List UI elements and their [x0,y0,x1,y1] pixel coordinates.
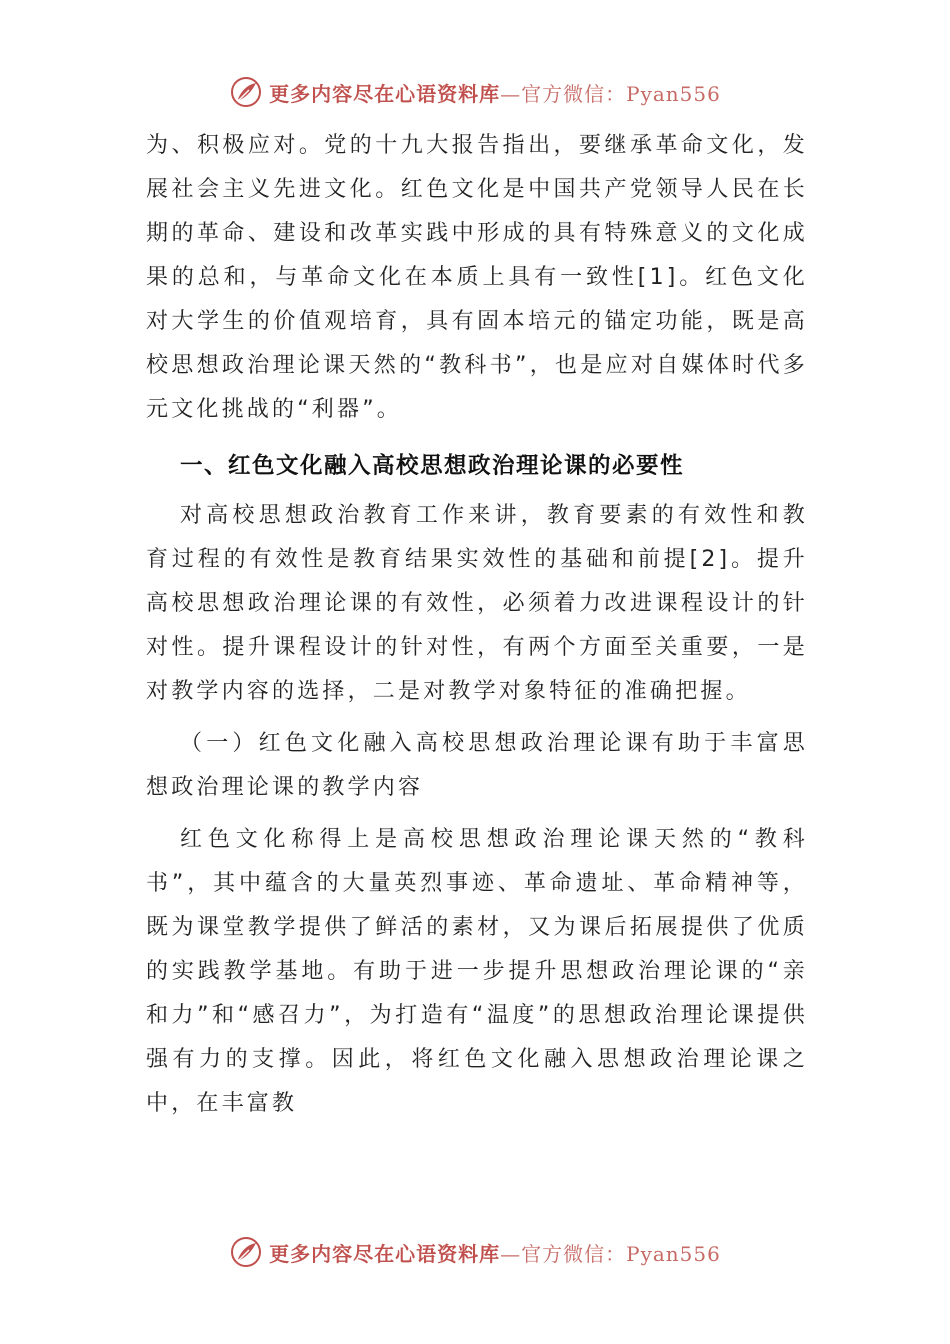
banner-wechat: —官方微信：Pyan556 [500,1241,721,1266]
banner-title: 更多内容尽在心语资料库 [269,81,501,106]
leaf-pen-logo-icon [229,75,263,109]
paragraph-1: 为、积极应对。党的十九大报告指出，要继承革命文化，发 展社会主义先进文化。红色文化是中国共产党领导人民在长期的革命、建设和改革实践中形成的具有特殊意义的文化成果的总和，与革命文化在本质上具有一致性[1]。红色文化对大学生的价值观培育，具有固本培元的锚定功能，既是高校思想政治理论课天然的“教科书”，也是应对自媒体时代多元文化挑战的“利器”。 [146,133,808,422]
document-body [146,124,808,1126]
banner-title: 更多内容尽在心语资料库 [269,1241,501,1266]
header-watermark-banner [0,72,950,112]
banner-wechat: —官方微信：Pyan556 [500,81,721,106]
paragraph-2: 对高校思想政治教育工作来讲，教育要素的有效性和教育过程的有效性是教育结果实效性的基础和前提[2]。提升高校思想政治理论课的有效性，必须着力改进课程设计的针对性。提升课程设计的针对性，有两个方面至关重要，一是对教学内容的选择，二是对教学对象特征的准确把握。 [146,503,808,704]
leaf-pen-logo-icon [229,1235,263,1269]
paragraph-3: 红色文化称得上是高校思想政治理论课天然的“教科书”，其中蕴含的大量英烈事迹、革命遗址、革命精神等，既为课堂教学提供了鲜活的素材，又为课后拓展提供了优质的实践教学基地。有助于进一步提升思想政治理论课的“亲和力”和“感召力”，为打造有“温度”的思想政治理论课提供强有力的支撑。因此，将红色文化融入思想政治理论课之中，在丰富教 [146,827,808,1116]
footer-watermark-banner [0,1232,950,1272]
subsection-heading-1: （一）红色文化融入高校思想政治理论课有助于丰富思想政治理论课的教学内容 [146,731,808,800]
section-heading-1: 一、红色文化融入高校思想政治理论课的必要性 [180,453,685,479]
